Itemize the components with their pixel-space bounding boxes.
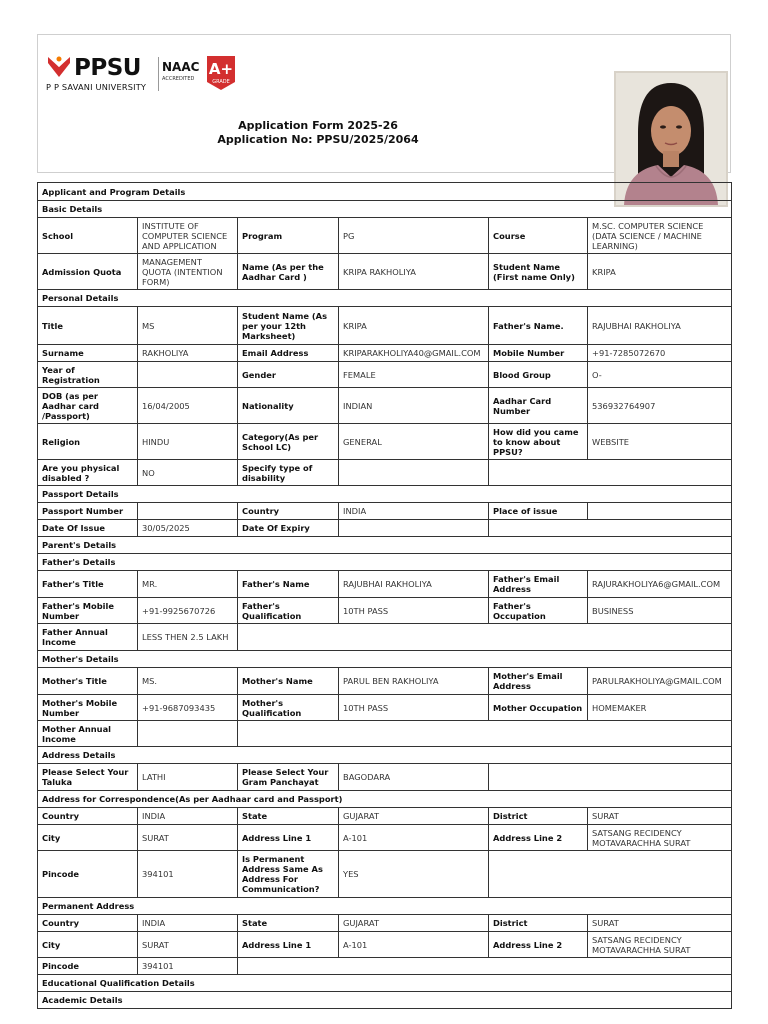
father-income-label: Father Annual Income bbox=[38, 624, 138, 651]
logo-text: PPSU bbox=[74, 55, 141, 81]
same-address-label: Is Permanent Address Same As Address For Communication? bbox=[238, 851, 339, 898]
mobile-value: +91-7285072670 bbox=[588, 345, 732, 362]
category-label: Category(As per School LC) bbox=[238, 424, 339, 460]
date-of-expiry-label: Date Of Expiry bbox=[238, 520, 339, 537]
how-did-you-know-label: How did you came to know about PPSU? bbox=[489, 424, 588, 460]
mother-mobile-value: +91-9687093435 bbox=[138, 695, 238, 721]
category-value: GENERAL bbox=[339, 424, 489, 460]
father-income-value: LESS THEN 2.5 LAKH bbox=[138, 624, 238, 651]
quota-label: Admission Quota bbox=[38, 254, 138, 290]
place-of-issue-value bbox=[588, 503, 732, 520]
taluka-value: LATHI bbox=[138, 764, 238, 791]
svg-text:A+: A+ bbox=[208, 60, 234, 78]
empty-cell bbox=[238, 721, 732, 747]
university-logo bbox=[46, 55, 236, 95]
application-number: Application No: PPSU/2025/2064 bbox=[217, 132, 419, 146]
aadhar-name-label: Name (As per the Aadhar Card ) bbox=[238, 254, 339, 290]
subsection-basic: Basic Details bbox=[38, 201, 732, 218]
perm-address-line-2-value: SATSANG RECIDENCY MOTAVARACHHA SURAT bbox=[588, 932, 732, 958]
surname-label: Surname bbox=[38, 345, 138, 362]
corr-state-label: State bbox=[238, 808, 339, 825]
student-12th-name-label: Student Name (As per your 12th Marksheet) bbox=[238, 307, 339, 345]
taluka-label: Please Select Your Taluka bbox=[38, 764, 138, 791]
father-title-label: Father's Title bbox=[38, 571, 138, 598]
mother-mobile-label: Mother's Mobile Number bbox=[38, 695, 138, 721]
program-label: Program bbox=[238, 218, 339, 254]
blood-group-label: Blood Group bbox=[489, 362, 588, 388]
perm-country-label: Country bbox=[38, 915, 138, 932]
father-email-label: Father's Email Address bbox=[489, 571, 588, 598]
how-did-you-know-value: WEBSITE bbox=[588, 424, 732, 460]
perm-state-label: State bbox=[238, 915, 339, 932]
corr-pincode-value: 394101 bbox=[138, 851, 238, 898]
mother-income-label: Mother Annual Income bbox=[38, 721, 138, 747]
surname-value: RAKHOLIYA bbox=[138, 345, 238, 362]
mother-qualification-value: 10TH PASS bbox=[339, 695, 489, 721]
corr-district-value: SURAT bbox=[588, 808, 732, 825]
svg-text:GRADE: GRADE bbox=[212, 79, 230, 85]
passport-number-value bbox=[138, 503, 238, 520]
gram-panchayat-value: BAGODARA bbox=[339, 764, 489, 791]
place-of-issue-label: Place of issue bbox=[489, 503, 588, 520]
aadhar-number-value: 536932764907 bbox=[588, 388, 732, 424]
quota-value: MANAGEMENT QUOTA (INTENTION FORM) bbox=[138, 254, 238, 290]
date-of-issue-value: 30/05/2025 bbox=[138, 520, 238, 537]
student-first-name-label: Student Name (First name Only) bbox=[489, 254, 588, 290]
perm-pincode-value: 394101 bbox=[138, 958, 238, 975]
corr-country-label: Country bbox=[38, 808, 138, 825]
corr-city-value: SURAT bbox=[138, 825, 238, 851]
passport-number-label: Passport Number bbox=[38, 503, 138, 520]
perm-country-value: INDIA bbox=[138, 915, 238, 932]
father-email-value: RAJURAKHOLIYA6@GMAIL.COM bbox=[588, 571, 732, 598]
section-applicant: Applicant and Program Details bbox=[38, 183, 732, 201]
application-title: Application Form 2025-26 bbox=[238, 119, 398, 132]
mother-title-label: Mother's Title bbox=[38, 668, 138, 695]
naac-text: NAAC bbox=[162, 60, 200, 74]
corr-district-label: District bbox=[489, 808, 588, 825]
course-value: M.SC. COMPUTER SCIENCE (DATA SCIENCE / MACHINE LEARNING) bbox=[588, 218, 732, 254]
father-name-label: Father's Name bbox=[238, 571, 339, 598]
empty-cell bbox=[489, 851, 732, 898]
mother-occupation-value: HOMEMAKER bbox=[588, 695, 732, 721]
subsection-correspondence: Address for Correspondence(As per Aadhaar card and Passport) bbox=[38, 791, 732, 808]
subsection-personal: Personal Details bbox=[38, 290, 732, 307]
disability-type-label: Specify type of disability bbox=[238, 460, 339, 486]
dob-label: DOB (as per Aadhar card /Passport) bbox=[38, 388, 138, 424]
father-qualification-label: Father's Qualification bbox=[238, 598, 339, 624]
blood-group-value: O- bbox=[588, 362, 732, 388]
perm-address-line-1-value: A-101 bbox=[339, 932, 489, 958]
nationality-value: INDIAN bbox=[339, 388, 489, 424]
mother-email-label: Mother's Email Address bbox=[489, 668, 588, 695]
perm-state-value: GUJARAT bbox=[339, 915, 489, 932]
email-value: KRIPARAKHOLIYA40@GMAIL.COM bbox=[339, 345, 489, 362]
corr-address-line-1-label: Address Line 1 bbox=[238, 825, 339, 851]
religion-label: Religion bbox=[38, 424, 138, 460]
empty-cell bbox=[489, 520, 732, 537]
aadhar-number-label: Aadhar Card Number bbox=[489, 388, 588, 424]
mother-qualification-label: Mother's Qualification bbox=[238, 695, 339, 721]
subsection-passport: Passport Details bbox=[38, 486, 732, 503]
father-mobile-label: Father's Mobile Number bbox=[38, 598, 138, 624]
corr-address-line-2-value: SATSANG RECIDENCY MOTAVARACHHA SURAT bbox=[588, 825, 732, 851]
perm-address-line-2-label: Address Line 2 bbox=[489, 932, 588, 958]
religion-value: HINDU bbox=[138, 424, 238, 460]
corr-address-line-1-value: A-101 bbox=[339, 825, 489, 851]
father-occupation-label: Father's Occupation bbox=[489, 598, 588, 624]
subsection-father: Father's Details bbox=[38, 554, 732, 571]
date-of-expiry-value bbox=[339, 520, 489, 537]
course-label: Course bbox=[489, 218, 588, 254]
year-of-registration-value bbox=[138, 362, 238, 388]
mobile-label: Mobile Number bbox=[489, 345, 588, 362]
father-name-value: RAJUBHAI RAKHOLIYA bbox=[339, 571, 489, 598]
corr-pincode-label: Pincode bbox=[38, 851, 138, 898]
grade-badge-icon bbox=[203, 56, 239, 90]
form-title bbox=[168, 119, 468, 146]
fathers-name-label: Father's Name. bbox=[489, 307, 588, 345]
disabled-label: Are you physical disabled ? bbox=[38, 460, 138, 486]
mother-email-value: PARULRAKHOLIYA@GMAIL.COM bbox=[588, 668, 732, 695]
student-12th-name-value: KRIPA bbox=[339, 307, 489, 345]
gender-value: FEMALE bbox=[339, 362, 489, 388]
school-label: School bbox=[38, 218, 138, 254]
subsection-academic: Academic Details bbox=[38, 992, 732, 1009]
title-label: Title bbox=[38, 307, 138, 345]
university-name: P P SAVANI UNIVERSITY bbox=[46, 82, 147, 92]
form-header bbox=[37, 34, 731, 173]
ppsu-shield-icon bbox=[46, 55, 72, 79]
school-value: INSTITUTE OF COMPUTER SCIENCE AND APPLICATION bbox=[138, 218, 238, 254]
subsection-mother: Mother's Details bbox=[38, 651, 732, 668]
subsection-permanent: Permanent Address bbox=[38, 898, 732, 915]
same-address-value: YES bbox=[339, 851, 489, 898]
passport-country-label: Country bbox=[238, 503, 339, 520]
nationality-label: Nationality bbox=[238, 388, 339, 424]
year-of-registration-label: Year of Registration bbox=[38, 362, 138, 388]
section-address: Address Details bbox=[38, 747, 732, 764]
perm-district-label: District bbox=[489, 915, 588, 932]
title-value: MS bbox=[138, 307, 238, 345]
father-title-value: MR. bbox=[138, 571, 238, 598]
application-form-table bbox=[37, 182, 732, 1009]
perm-district-value: SURAT bbox=[588, 915, 732, 932]
passport-country-value: INDIA bbox=[339, 503, 489, 520]
empty-cell bbox=[238, 624, 732, 651]
logo-divider bbox=[158, 57, 159, 91]
mother-income-value bbox=[138, 721, 238, 747]
mother-title-value: MS. bbox=[138, 668, 238, 695]
corr-city-label: City bbox=[38, 825, 138, 851]
empty-cell bbox=[489, 764, 732, 791]
disability-type-value bbox=[339, 460, 489, 486]
disabled-value: NO bbox=[138, 460, 238, 486]
date-of-issue-label: Date Of Issue bbox=[38, 520, 138, 537]
corr-state-value: GUJARAT bbox=[339, 808, 489, 825]
father-occupation-value: BUSINESS bbox=[588, 598, 732, 624]
perm-pincode-label: Pincode bbox=[38, 958, 138, 975]
fathers-name-value: RAJUBHAI RAKHOLIYA bbox=[588, 307, 732, 345]
gender-label: Gender bbox=[238, 362, 339, 388]
section-education: Educational Qualification Details bbox=[38, 975, 732, 992]
gram-panchayat-label: Please Select Your Gram Panchayat bbox=[238, 764, 339, 791]
perm-city-label: City bbox=[38, 932, 138, 958]
section-parents: Parent's Details bbox=[38, 537, 732, 554]
email-label: Email Address bbox=[238, 345, 339, 362]
program-value: PG bbox=[339, 218, 489, 254]
perm-address-line-1-label: Address Line 1 bbox=[238, 932, 339, 958]
dob-value: 16/04/2005 bbox=[138, 388, 238, 424]
father-qualification-value: 10TH PASS bbox=[339, 598, 489, 624]
empty-cell bbox=[238, 958, 732, 975]
accredited-text: ACCREDITED bbox=[162, 76, 195, 82]
perm-city-value: SURAT bbox=[138, 932, 238, 958]
student-first-name-value: KRIPA bbox=[588, 254, 732, 290]
empty-cell bbox=[489, 460, 732, 486]
mother-occupation-label: Mother Occupation bbox=[489, 695, 588, 721]
corr-country-value: INDIA bbox=[138, 808, 238, 825]
mother-name-label: Mother's Name bbox=[238, 668, 339, 695]
father-mobile-value: +91-9925670726 bbox=[138, 598, 238, 624]
corr-address-line-2-label: Address Line 2 bbox=[489, 825, 588, 851]
aadhar-name-value: KRIPA RAKHOLIYA bbox=[339, 254, 489, 290]
mother-name-value: PARUL BEN RAKHOLIYA bbox=[339, 668, 489, 695]
